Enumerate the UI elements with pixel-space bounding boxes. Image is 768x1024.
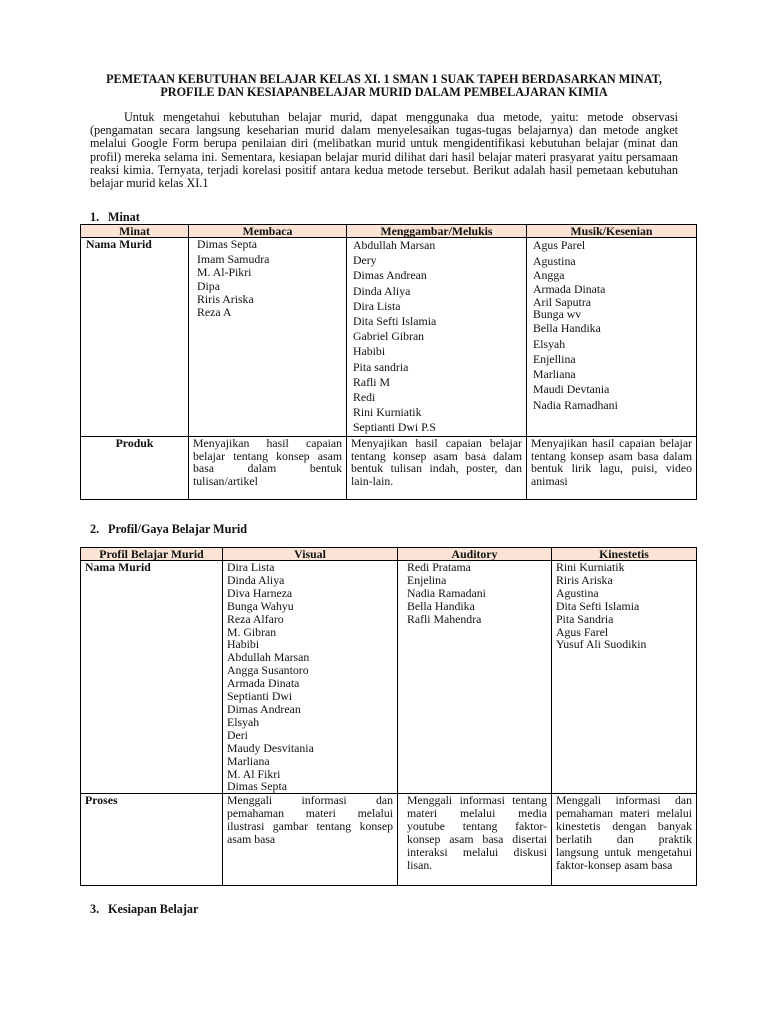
list-item: Dira Lista [353, 298, 401, 313]
section-number: 1. [90, 210, 100, 224]
list-item: Rafli Mahendra [407, 611, 482, 626]
section-title: Kesiapan Belajar [108, 902, 199, 916]
list-item: Dimas Septa [227, 779, 287, 794]
section-title: Profil/Gaya Belajar Murid [108, 522, 248, 536]
name-list-kinestetis [552, 561, 697, 794]
list-item: Angga [533, 268, 565, 282]
list-item: Habibi [353, 344, 386, 359]
list-item: Rafli M [353, 374, 391, 389]
list-item: Diva Harneza [227, 585, 293, 600]
table-header-row [81, 548, 697, 561]
list-item: Riris Ariska [197, 291, 254, 306]
row-label: Proses [81, 794, 223, 886]
section-heading-kesiapan [90, 903, 198, 916]
product-cell: Menyajikan hasil capaian belajar tentang konsep asam basa dalam bentuk tulisan indah, poster, dan lain-lain. [347, 436, 527, 499]
list-item: Dery [353, 253, 377, 268]
list-item: Abdullah Marsan [227, 650, 310, 665]
list-item: Maudi Devtania [533, 382, 610, 396]
list-item: Septianti Dwi [227, 689, 293, 704]
list-item: Dipa [197, 278, 220, 293]
row-label: Nama Murid [81, 238, 189, 437]
list-item: Enjellina [533, 352, 576, 366]
column-header: Visual [223, 548, 398, 561]
name-list-membaca [189, 238, 347, 437]
section-number: 2. [90, 522, 100, 536]
list-item: Marliana [533, 367, 576, 381]
list-item: M. Al Fikri [227, 766, 281, 781]
list-item: Marliana [227, 753, 270, 768]
list-item: Redi [353, 390, 376, 405]
column-header: Kinestetis [552, 548, 697, 561]
list-item: Gabriel Gibran [353, 329, 425, 344]
list-item: Elsyah [227, 714, 260, 729]
list-item: Bella Handika [533, 321, 601, 335]
profil-table [80, 547, 697, 886]
list-item: Deri [227, 727, 248, 742]
list-item: Dira Lista [227, 560, 275, 574]
name-list-auditory [398, 561, 552, 794]
list-item: Imam Samudra [197, 252, 270, 267]
list-item: Agus Parel [533, 238, 586, 252]
list-item: Reza Alfaro [227, 611, 284, 626]
list-item: Aril Saputra [533, 295, 591, 309]
row-label: Produk [81, 436, 189, 499]
name-list-menggambar [347, 238, 527, 437]
intro-paragraph [90, 111, 678, 190]
list-item: Rini Kurniatik [353, 405, 422, 420]
list-item: Pita Sandria [556, 611, 614, 626]
title-line-2: PROFILE DAN KESIAPANBELAJAR MURID DALAM PEMBELAJARAN KIMIA [160, 85, 608, 99]
list-item: Enjelina [407, 572, 447, 587]
table-row [81, 561, 697, 794]
list-item: Dita Sefti Islamia [353, 314, 437, 329]
table-row [81, 794, 697, 886]
list-item: Elsyah [533, 337, 566, 351]
row-label: Nama Murid [81, 561, 223, 794]
list-item: Habibi [227, 637, 260, 652]
list-item: Agus Farel [556, 624, 609, 639]
list-item: Dimas Andrean [227, 701, 301, 716]
list-item: Dimas Septa [197, 237, 257, 251]
name-list-musik [527, 238, 697, 437]
table-header-row [81, 225, 697, 238]
list-item: Agustina [533, 254, 576, 268]
section-number: 3. [90, 902, 100, 916]
list-item: Armada Dinata [227, 676, 300, 691]
table-row [81, 436, 697, 499]
list-item: Dinda Aliya [227, 572, 285, 587]
list-item: Septianti Dwi P.S [353, 420, 436, 435]
list-item: Maudy Desvitania [227, 740, 314, 755]
process-cell: Menggali informasi dan pemahaman materi melalui ilustrasi gambar tentang konsep asam basa [223, 794, 398, 886]
minat-table [80, 224, 697, 500]
list-item: Dimas Andrean [353, 268, 427, 283]
product-cell: Menyajikan hasil capaian belajar tentang konsep asam basa dalam bentuk tulisan/artikel [189, 436, 347, 499]
column-header: Profil Belajar Murid [81, 548, 223, 561]
process-cell: Menggali informasi dan pemahaman materi melalui kinestetis dengan banyak berlatih dan praktik langsung untuk mengetahui faktor-konsep asam basa [552, 794, 697, 886]
list-item: Redi Pratama [407, 560, 471, 574]
list-item: Pita sandria [353, 359, 409, 374]
list-item: Rini Kurniatik [556, 560, 625, 574]
process-cell: Menggali informasi tentang materi melalui media youtube tentang faktor-konsep asam basa disertai interaksi melalui diskusi lisan. [398, 794, 552, 886]
list-item: Bella Handika [407, 598, 475, 613]
product-cell: Menyajikan hasil capaian belajar tentang konsep asam basa dalam bentuk lirik lagu, puisi, video animasi [527, 436, 697, 499]
section-heading-profil [90, 523, 247, 536]
list-item: Abdullah Marsan [353, 238, 436, 252]
list-item: M. Gibran [227, 624, 277, 639]
column-header: Menggambar/Melukis [347, 225, 527, 238]
column-header: Auditory [398, 548, 552, 561]
list-item: Angga Susantoro [227, 663, 309, 678]
column-header: Musik/Kesenian [527, 225, 697, 238]
list-item: Armada Dinata [533, 282, 606, 296]
list-item: Dinda Aliya [353, 283, 411, 298]
list-item: Riris Ariska [556, 572, 613, 587]
list-item: Bunga wv [533, 307, 582, 321]
section-heading-minat [90, 211, 140, 224]
list-item: Yusuf Ali Suodikin [556, 637, 647, 652]
list-item: Bunga Wahyu [227, 598, 294, 613]
list-item: Nadia Ramadhani [533, 398, 618, 412]
list-item: Nadia Ramadani [407, 585, 486, 600]
title-line-1: PEMETAAN KEBUTUHAN BELAJAR KELAS XI. 1 SMAN 1 SUAK TAPEH BERDASARKAN MINAT, [106, 72, 662, 86]
list-item: M. Al-Pikri [197, 265, 252, 280]
column-header: Membaca [189, 225, 347, 238]
list-item: Agustina [556, 585, 599, 600]
intro-text: Untuk mengetahui kebutuhan belajar murid, dapat menggunaka dua metode, yaitu: metode observasi (pengamatan secara langsung keseharian murid dalam menyelesaikan tugas-tugas belajarnya) dan metode angket melalui Google Form berupa penilaian diri (melibatkan murid untuk mengidentifikasi kebutuhan belajar (minat dan profil) mereka selama ini. Sementara, kesiapan belajar murid dilihat dari hasil belajar materi prasyarat yaitu persamaan reaksi kimia. Ternyata, terjadi korelasi positif antara kedua metode tersebut. Berikut adalah hasil pemetaan kebutuhan belajar murid kelas XI.1 [90, 110, 678, 191]
column-header: Minat [81, 225, 189, 238]
name-list-visual [223, 561, 398, 794]
document-title [70, 73, 698, 99]
list-item: Dita Sefti Islamia [556, 598, 640, 613]
section-title: Minat [108, 210, 140, 224]
table-row [81, 238, 697, 437]
list-item: Reza A [197, 305, 232, 320]
